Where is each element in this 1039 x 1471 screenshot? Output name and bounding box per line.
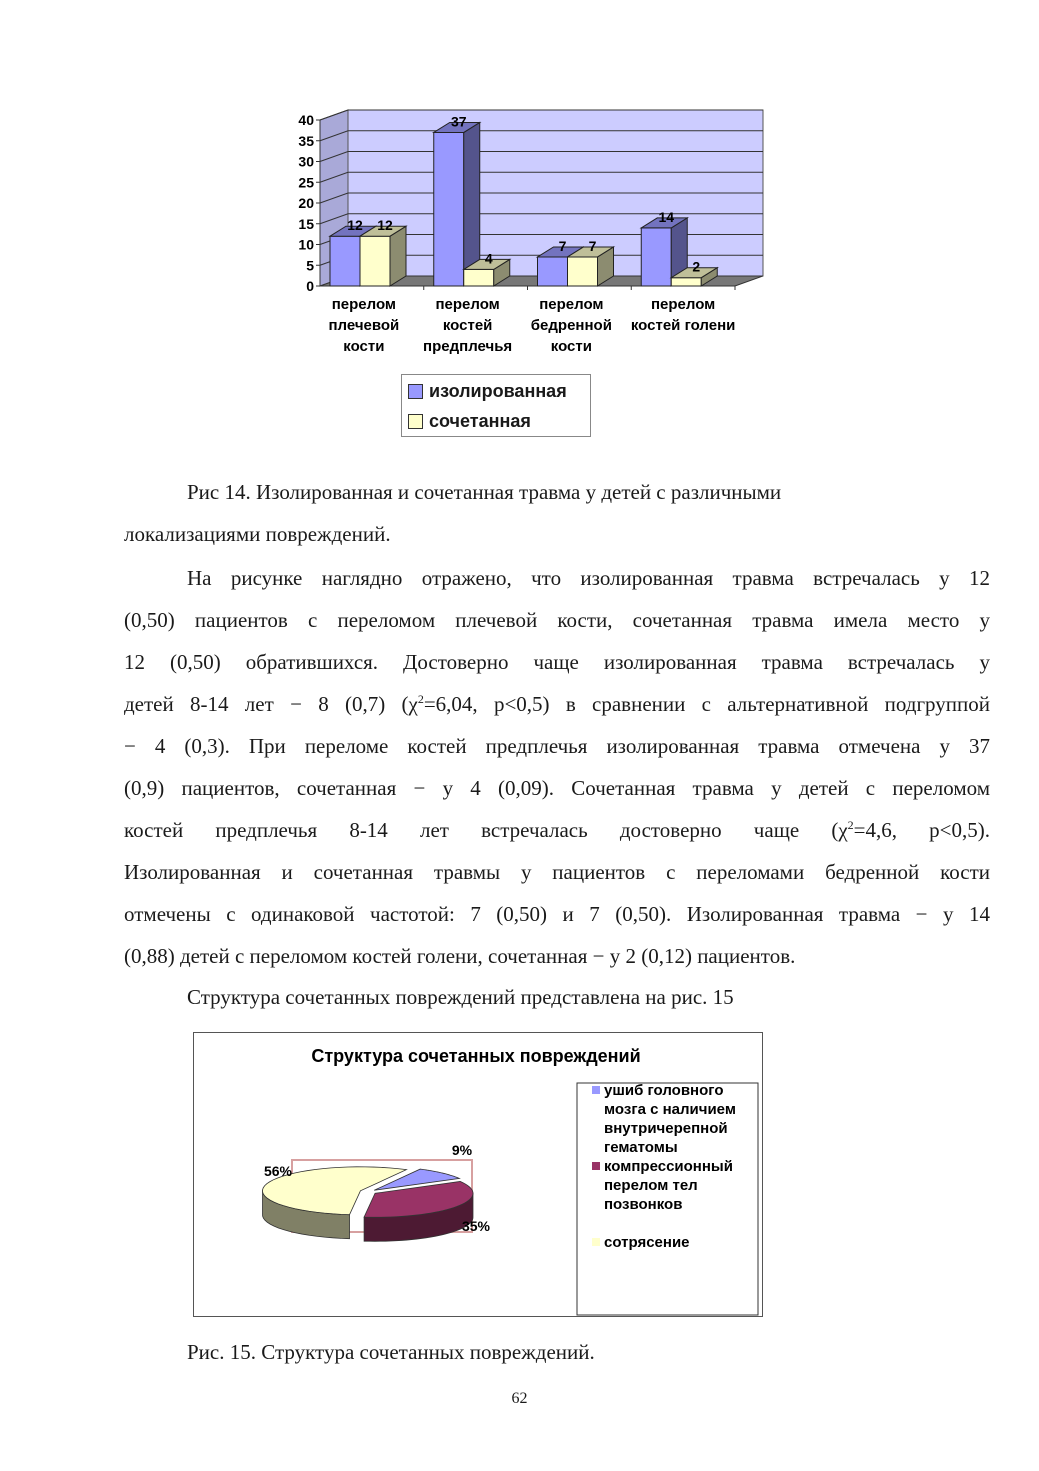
paragraph-line: (0,9) пациентов, сочетанная − у 4 (0,09). Сочетанная травма у детей с переломом — [124, 776, 990, 800]
paragraph-text: костей предплечья 8-14 лет встречалась достоверно чаще (χ — [124, 818, 848, 842]
legend-swatch-combined — [408, 414, 423, 429]
pie-chart-title: Структура сочетанных повреждений — [311, 1046, 641, 1066]
pie-legend-label: позвонков — [604, 1196, 683, 1213]
pie-chart-combined-injuries — [193, 1032, 763, 1317]
legend-swatch-isolated — [408, 384, 423, 399]
paragraph-text: детей 8-14 лет − 8 (0,7) (χ — [124, 692, 418, 716]
category-label: плечевой — [328, 317, 400, 334]
pie-legend-label: компрессионный — [604, 1158, 733, 1175]
pie-legend-swatch — [592, 1162, 600, 1170]
bar-chart-legend — [401, 374, 591, 437]
bar-data-label: 14 — [658, 208, 675, 225]
bar-front — [538, 257, 568, 286]
superscript: 2 — [417, 692, 424, 706]
pie-legend-label: сотрясение — [604, 1234, 690, 1251]
category-label: перелом — [331, 296, 397, 313]
bar-data-label: 7 — [588, 237, 597, 254]
pie-legend-label: ушиб головного — [604, 1082, 724, 1099]
bar-front — [568, 257, 598, 286]
category-label: предплечья — [423, 338, 513, 355]
category-label: бедренной — [530, 317, 612, 334]
y-tick-label: 20 — [298, 195, 314, 211]
legend-item-isolated — [408, 381, 567, 401]
category-label: кости — [343, 338, 385, 355]
pie-legend-label: внутричерепной — [604, 1120, 728, 1137]
figure-14-caption-line-2: локализациями повреждений. — [124, 522, 391, 546]
paragraph-text: =6,04, p<0,5) в сравнении с альтернативной подгруппой — [423, 692, 990, 716]
bar-data-label: 7 — [558, 237, 567, 254]
category-label: костей голени — [630, 317, 736, 334]
figure-15-intro: Структура сочетанных повреждений представлена на рис. 15 — [187, 985, 734, 1009]
y-tick-label: 35 — [298, 132, 314, 149]
pie-legend-swatch — [592, 1086, 600, 1094]
bar-front — [641, 228, 671, 286]
pie-legend-label: перелом тел — [604, 1177, 698, 1194]
bar-front — [330, 236, 360, 286]
paragraph-line: (0,50) пациентов с переломом плечевой кости, сочетанная травма имела место у — [124, 608, 990, 632]
bar-data-label: 12 — [377, 217, 393, 234]
y-tick-label: 25 — [298, 174, 314, 191]
paragraph-line: − 4 (0,3). При переломе костей предплечья изолированная травма отмечена у 37 — [124, 734, 990, 758]
figure-14-caption-line-1: Рис 14. Изолированная и сочетанная травма у детей с различными — [187, 480, 782, 504]
category-label: костей — [442, 317, 493, 334]
paragraph-line: (0,88) детей с переломом костей голени, сочетанная − у 2 (0,12) пациентов. — [124, 944, 796, 968]
bar-data-label: 2 — [692, 258, 701, 275]
category-label: перелом — [539, 296, 604, 313]
bar-front — [671, 278, 701, 286]
bar-front — [464, 269, 494, 286]
bar-front — [434, 132, 464, 286]
y-tick-label: 15 — [298, 215, 314, 232]
paragraph-line: отмечены с одинаковой частотой: 7 (0,50) и 7 (0,50). Изолированная травма − у 14 — [124, 902, 990, 926]
paragraph-line — [124, 809, 990, 851]
category-label: перелом — [435, 296, 500, 313]
category-label: перелом — [650, 296, 716, 313]
paragraph-text: =4,6, p<0,5). — [853, 818, 990, 842]
page-number: 62 — [511, 1390, 528, 1407]
legend-label-combined: сочетанная — [429, 410, 531, 431]
pie-data-label: 35% — [461, 1218, 491, 1234]
y-tick-label: 0 — [306, 278, 314, 294]
paragraph-line — [124, 683, 990, 725]
paragraph-line: На рисунке наглядно отражено, что изолированная травма встречалась у 12 — [187, 566, 990, 590]
y-tick-label: 30 — [298, 153, 314, 170]
y-tick-label: 5 — [306, 257, 314, 274]
y-tick-label: 10 — [298, 236, 314, 253]
pie-legend-swatch — [592, 1238, 600, 1246]
legend-label-isolated: изолированная — [429, 380, 567, 401]
superscript: 2 — [847, 818, 854, 832]
pie-legend-label: мозга с наличием — [604, 1101, 736, 1118]
legend-item-combined — [408, 411, 531, 431]
bar-data-label: 4 — [484, 250, 493, 267]
figure-15-caption: Рис. 15. Структура сочетанных повреждений. — [187, 1340, 595, 1364]
y-tick-label: 40 — [298, 112, 314, 128]
pie-data-label: 56% — [263, 1163, 293, 1179]
paragraph-line: 12 (0,50) обратившихся. Достоверно чаще изолированная травма встречалась у — [124, 650, 990, 674]
body-paragraph — [124, 557, 990, 977]
pie-legend-label: гематомы — [604, 1139, 678, 1156]
bar-data-label: 12 — [347, 217, 363, 234]
bar-data-label: 37 — [450, 113, 467, 130]
paragraph-line: Изолированная и сочетанная травмы у пациентов с переломами бедренной кости — [124, 860, 990, 884]
bar-front — [360, 236, 390, 286]
category-label: кости — [550, 338, 592, 355]
pie-data-label: 9% — [451, 1142, 473, 1158]
bar-0-1 — [434, 113, 480, 286]
